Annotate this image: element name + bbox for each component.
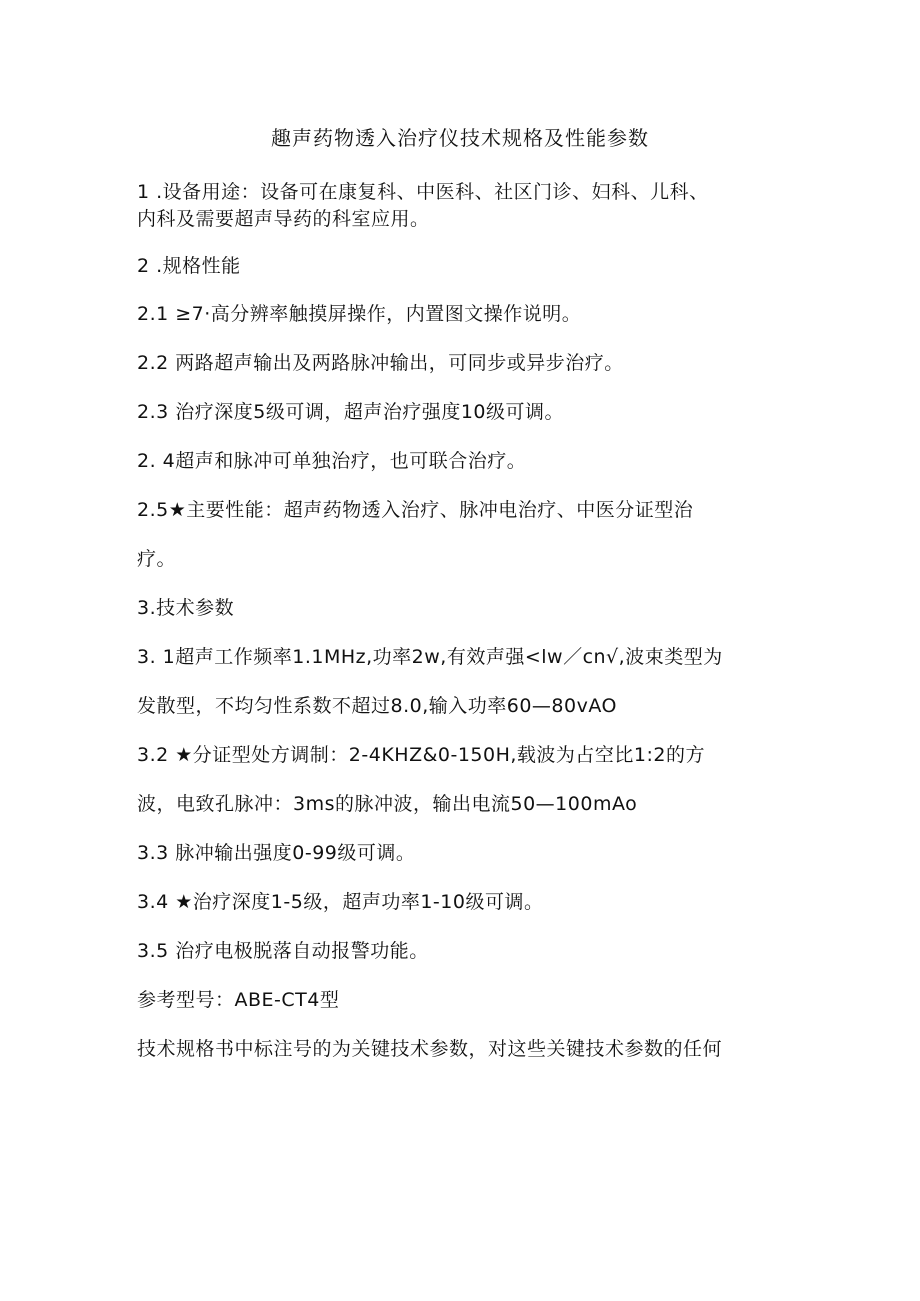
item-3-3: 3.3 脉冲输出强度0-99级可调。: [137, 842, 416, 864]
item-3-4: 3.4 ★治疗深度1-5级，超声功率1-10级可调。: [137, 891, 544, 913]
item-3-1-line-1: 3. 1超声工作频率1.1MHz,功率2w,有效声强<lw／cn√,波束类型为: [137, 646, 723, 668]
section-1-purpose-line-1: 1 .设备用途：设备可在康复科、中医科、社区门诊、妇科、儿科、: [137, 181, 709, 203]
item-3-5: 3.5 治疗电极脱落自动报警功能。: [137, 940, 429, 962]
section-3-heading: 3.技术参数: [137, 597, 235, 619]
footnote-line: 技术规格书中标注号的为关键技术参数，对这些关键技术参数的任何: [137, 1038, 723, 1060]
item-3-1-line-2: 发散型，不均匀性系数不超过8.0,输入功率60—80vAO: [137, 695, 617, 717]
item-2-4: 2. 4超声和脉冲可单独治疗，也可联合治疗。: [137, 450, 527, 472]
section-2-heading: 2 .规格性能: [137, 255, 241, 277]
item-3-2-line-1: 3.2 ★分证型处方调制：2-4KHZ&0-150H,载波为占空比1:2的方: [137, 744, 706, 766]
item-2-1: 2.1 ≥7·高分辨率触摸屏操作，内置图文操作说明。: [137, 303, 582, 325]
item-2-2: 2.2 两路超声输出及两路脉冲输出，可同步或异步治疗。: [137, 352, 624, 374]
item-2-3: 2.3 治疗深度5级可调，超声治疗强度10级可调。: [137, 401, 565, 423]
item-2-5-line-1: 2.5★主要性能：超声药物透入治疗、脉冲电治疗、中医分证型治: [137, 499, 694, 521]
document-title: 趣声药物透入治疗仪技术规格及性能参数: [271, 126, 649, 150]
section-1-purpose-line-2: 内科及需要超声导药的科室应用。: [137, 208, 430, 230]
item-3-2-line-2: 波，电致孔脉冲：3ms的脉冲波，输出电流50—100mAo: [137, 793, 638, 815]
item-2-5-line-2: 疗。: [137, 548, 177, 570]
reference-model: 参考型号：ABE-CT4型: [137, 989, 340, 1011]
